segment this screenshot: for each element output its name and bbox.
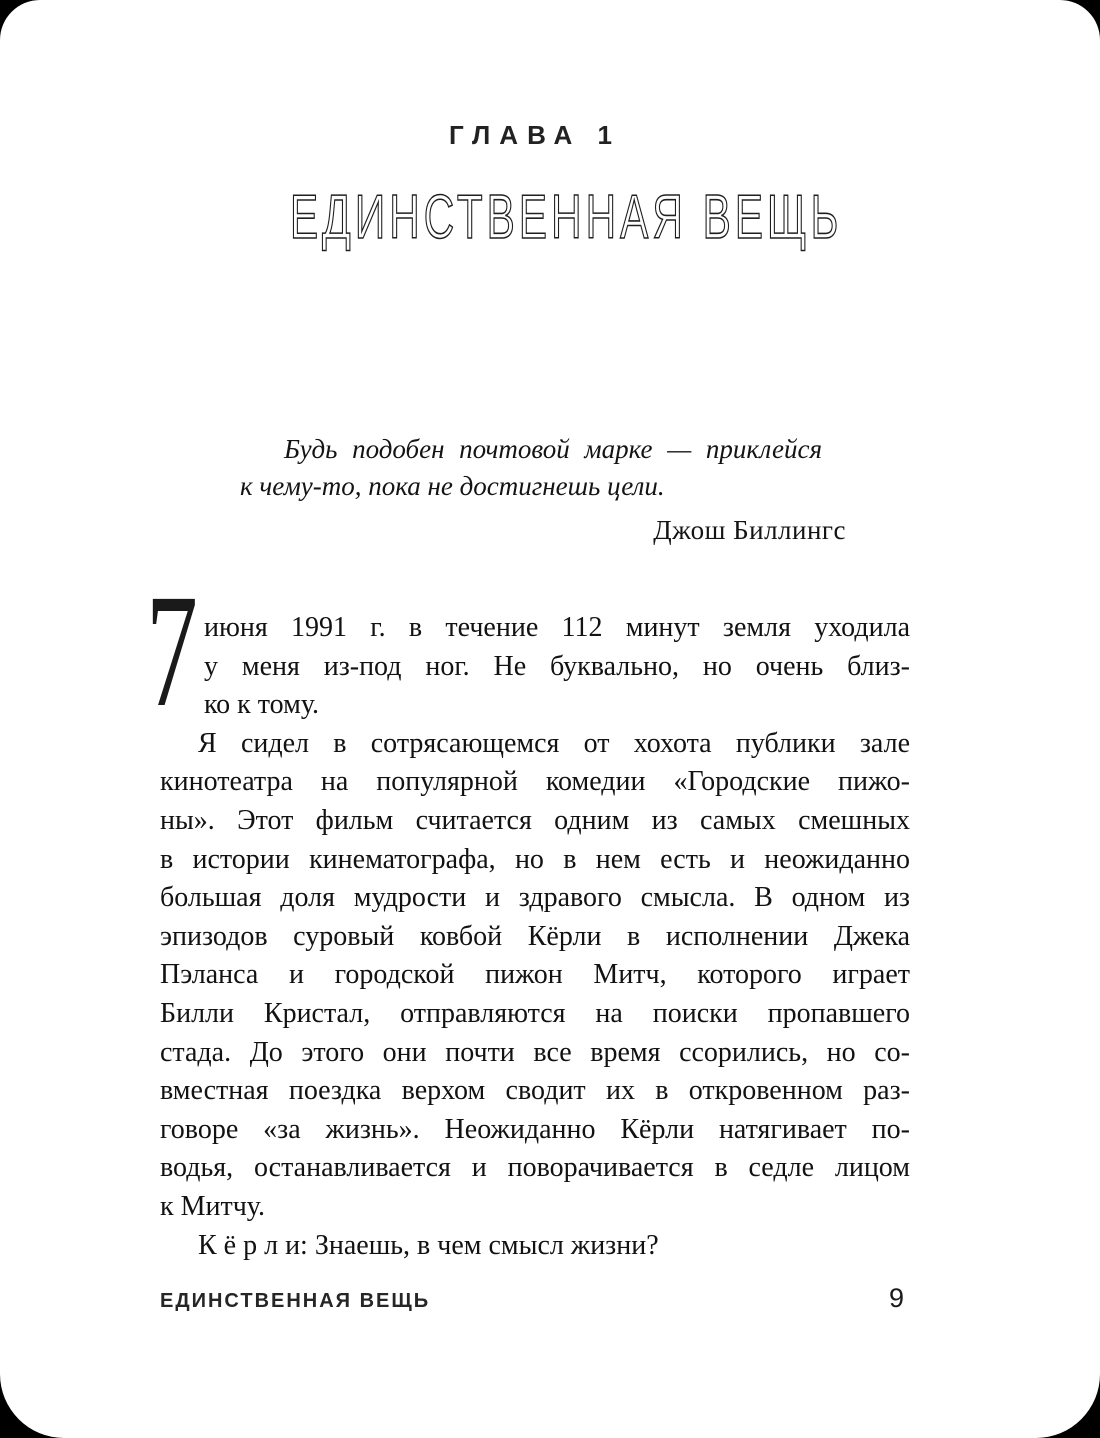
text-line: у меня из-под ног. Не буквально, но очень близ- (204, 650, 910, 682)
body-text (146, 562, 910, 1265)
text-line: водья, останавливается и поворачивается в седле лицом (160, 1152, 910, 1184)
text-line: К ё р л и: Знаешь, в чем смысл жизни? (198, 1229, 659, 1261)
text-line: кинотеатра на популярной комедии «Городские пижо- (160, 766, 910, 798)
paragraph (160, 725, 910, 1227)
epigraph-attribution: Джош Биллингс (653, 515, 846, 545)
paragraph (160, 1227, 910, 1266)
text-line: Билли Кристал, отправляются на поиски пропавшего (160, 997, 910, 1029)
text-line: ко к тому. (204, 689, 320, 721)
drop-cap: 7 (146, 562, 198, 741)
text-line: большая доля мудрости и здравого смысла. В одном из (160, 882, 910, 914)
epigraph-line: Будь подобен почтовой марке — приклейся (284, 434, 822, 464)
text-line: в истории кинематографа, но в нем есть и неожиданно (160, 843, 910, 875)
page-footer (160, 1283, 904, 1314)
text-line: июня 1991 г. в течение 112 минут земля уходила (204, 612, 910, 643)
paragraph (204, 609, 910, 725)
text-line: Пэланса и городской пижон Митч, которого играет (160, 959, 910, 991)
running-title: ЕДИНСТВЕННАЯ ВЕЩЬ (160, 1290, 431, 1312)
page-number: 9 (888, 1283, 904, 1313)
chapter-title (160, 183, 910, 265)
epigraph-line: к чему-то, пока не достигнешь цели. (240, 471, 665, 501)
text-line: говоре «за жизнь». Неожиданно Кёрли натягивает по- (160, 1113, 910, 1145)
chapter-title-text: ЕДИНСТВЕННАЯ ВЕЩЬ (289, 183, 843, 252)
text-line: эпизодов суровый ковбой Кёрли в исполнении Джека (160, 920, 910, 952)
text-line: стада. До этого они почти все время ссорились, но со- (160, 1036, 910, 1068)
text-line: вместная поездка верхом сводит их в откровенном раз- (160, 1075, 910, 1107)
text-line: к Митчу. (160, 1190, 265, 1222)
text-column (146, 0, 910, 1265)
chapter-label: ГЛАВА 1 (448, 120, 622, 150)
epigraph (240, 431, 822, 505)
text-line: ны». Этот фильм считается одним из самых смешных (160, 804, 910, 836)
text-line: Я сидел в сотрясающемся от хохота публики зале (198, 727, 910, 759)
